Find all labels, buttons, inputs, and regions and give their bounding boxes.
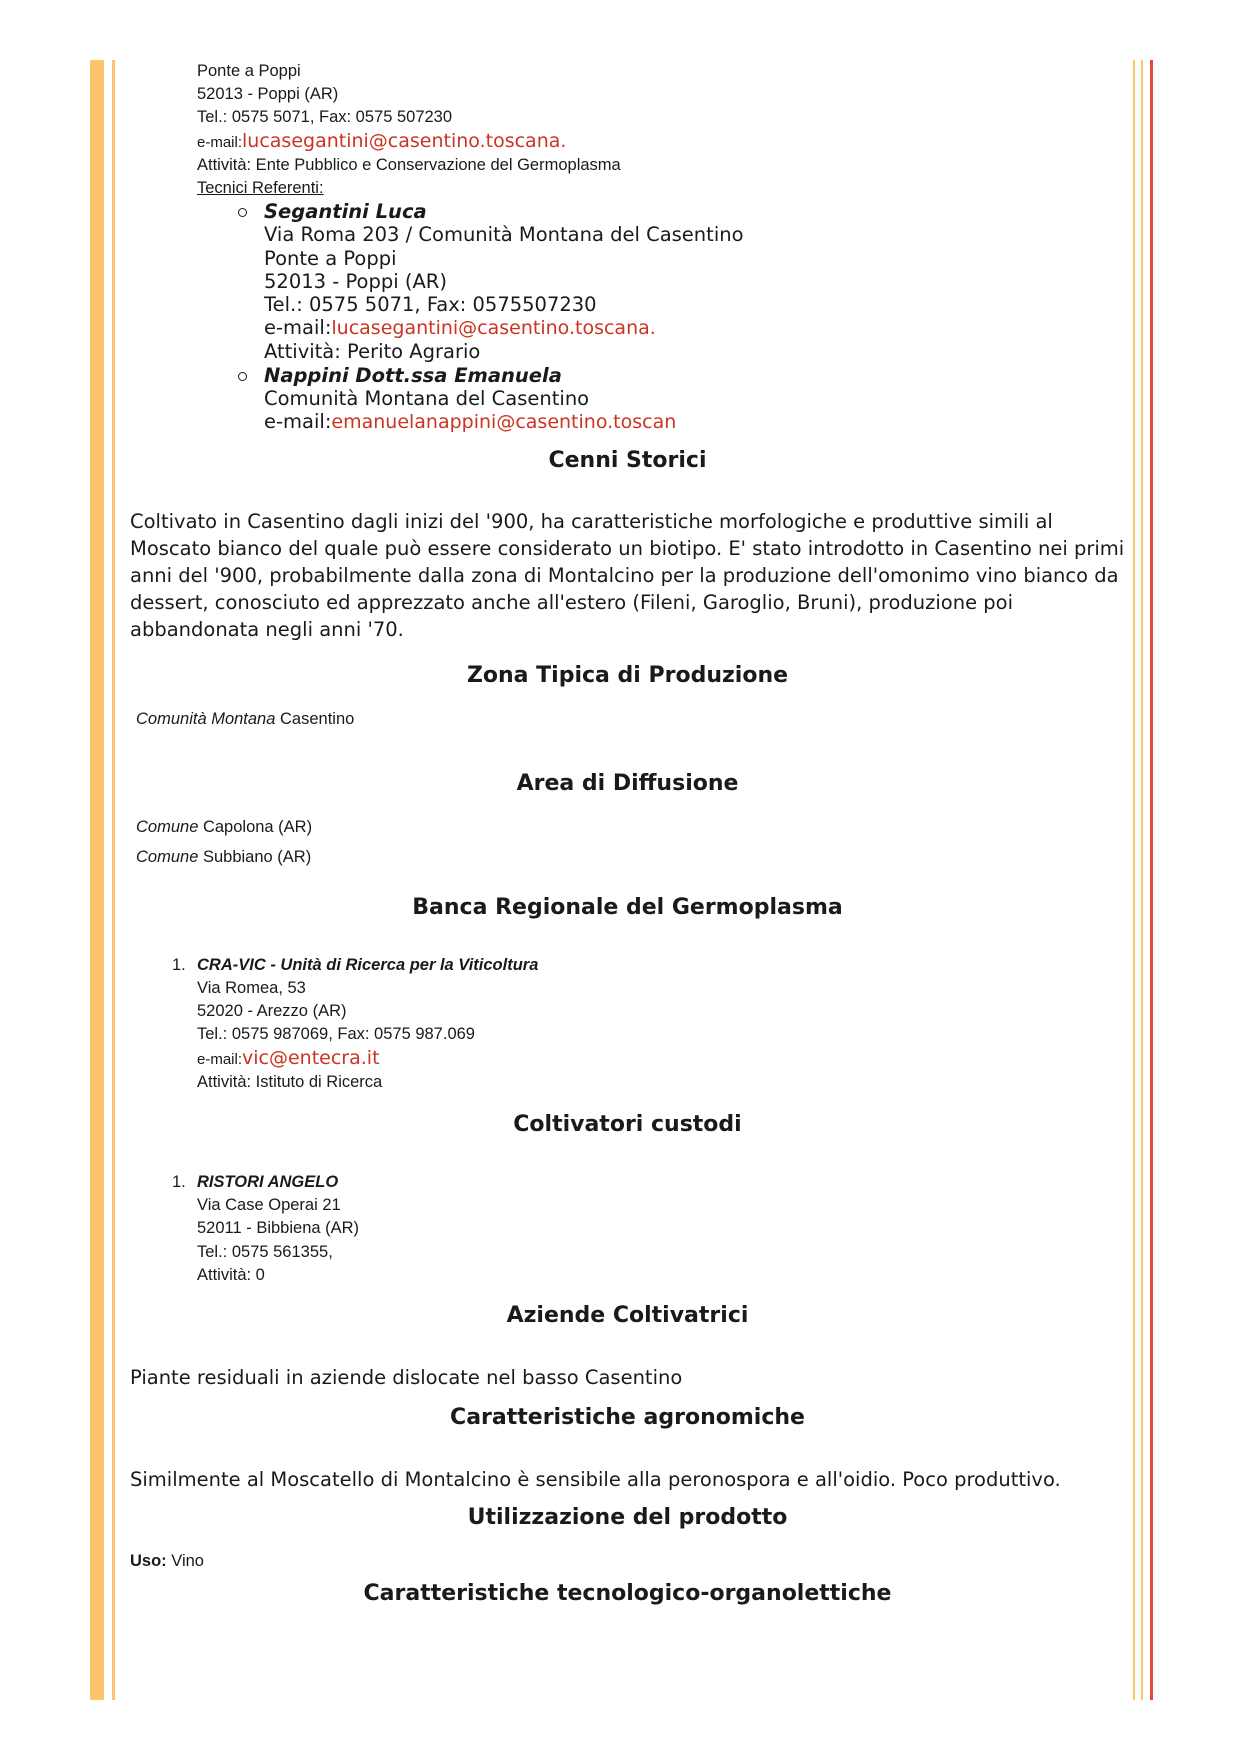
coltivatore-name: RISTORI ANGELO [197, 1173, 339, 1192]
coltivatore-address: Via Case Operai 21 [197, 1196, 341, 1215]
referent-org: Comunità Montana del Casentino [264, 386, 590, 410]
referents-list [130, 200, 1125, 434]
referent-activity: Attività: Perito Agrario [264, 340, 481, 364]
referent-item [264, 200, 1125, 363]
contact-email-row [197, 130, 1125, 154]
section-title-zona: Zona Tipica di Produzione [466, 663, 789, 689]
right-border-stripe-1 [1133, 60, 1135, 1700]
area-prefix: Comune [136, 818, 199, 837]
email-label: e-mail: [264, 410, 332, 434]
banca-postal: 52020 - Arezzo (AR) [197, 1002, 347, 1021]
coltivatori-list [130, 1171, 1125, 1287]
left-border-stripe-wide [90, 60, 104, 1700]
item-number: 1. [172, 1173, 186, 1192]
email-label: e-mail: [264, 316, 332, 340]
email-label: e-mail: [197, 1050, 243, 1068]
contact-line: Tel.: 0575 5071, Fax: 0575 507230 [197, 108, 453, 127]
referent-phone: Tel.: 0575 5071, Fax: 0575507230 [264, 293, 597, 317]
referent-address: Via Roma 203 / Comunità Montana del Casentino [264, 223, 744, 247]
bullet-icon [238, 208, 247, 217]
banca-list [130, 954, 1125, 1094]
section-title-banca: Banca Regionale del Germoplasma [412, 894, 843, 920]
banca-activity: Attività: Istituto di Ricerca [197, 1072, 383, 1091]
cenni-text: Coltivato in Casentino dagli inizi del '900, ha caratteristiche morfologiche e produttive simili al Moscato bianco del quale può essere considerato un biotipo. E' stato introdotto in Casentino nei primi anni del '900, probabilmente dalla zona di Montalcino per la produzione dell'omonimo vino bianco da dessert, conosciuto ed apprezzato anche all'estero (Fileni, Garoglio, Bruni), produzione poi abbandonata negli anni '70. [130, 510, 1125, 642]
section-title-utilizzazione: Utilizzazione del prodotto [467, 1505, 788, 1531]
section-title-agronomiche: Caratteristiche agronomiche [450, 1405, 805, 1431]
email-link[interactable]: lucasegantini@casentino.toscana. [331, 317, 656, 340]
referent-email-row [264, 316, 1125, 340]
area-prefix: Comune [136, 847, 199, 866]
referents-label: Tecnici Referenti: [197, 179, 324, 198]
area-item [136, 816, 1125, 839]
item-number: 1. [172, 955, 186, 974]
referent-postal: 52013 - Poppi (AR) [264, 269, 447, 293]
aziende-text: Piante residuali in aziende dislocate nel basso Casentino [130, 1366, 683, 1390]
referent-name: Segantini Luca [264, 200, 427, 224]
right-border-stripe-2 [1141, 60, 1143, 1700]
zona-value-row [136, 708, 1125, 731]
banca-email-row [197, 1047, 1125, 1071]
email-link[interactable]: vic@entecra.it [242, 1046, 380, 1069]
contact-activity: Attività: Ente Pubblico e Conservazione del Germoplasma [197, 155, 621, 174]
uso-label: Uso: [130, 1552, 167, 1571]
banca-address: Via Romea, 53 [197, 979, 306, 998]
left-border-stripe-thin [112, 60, 115, 1700]
agronomiche-text: Similmente al Moscatello di Montalcino è sensibile alla peronospora e all'oidio. Poco produttivo. [130, 1468, 1061, 1492]
section-title-area: Area di Diffusione [516, 771, 739, 797]
uso-value: Vino [166, 1552, 204, 1571]
referent-name: Nappini Dott.ssa Emanuela [264, 363, 562, 387]
email-link[interactable]: lucasegantini@casentino.toscana. [242, 129, 567, 152]
right-border-stripe-3 [1150, 60, 1153, 1700]
document-content [130, 60, 1125, 1606]
coltivatore-activity: Attività: 0 [197, 1265, 265, 1284]
top-contact-block [130, 60, 1125, 200]
coltivatore-phone: Tel.: 0575 561355, [197, 1242, 333, 1261]
section-title-tecnologiche: Caratteristiche tecnologico-organolettiche [363, 1581, 892, 1607]
banca-phone: Tel.: 0575 987069, Fax: 0575 987.069 [197, 1025, 475, 1044]
contact-line: 52013 - Poppi (AR) [197, 85, 339, 104]
referent-city: Ponte a Poppi [264, 246, 397, 270]
area-value: Subbiano (AR) [198, 847, 312, 866]
section-title-aziende: Aziende Coltivatrici [506, 1303, 749, 1329]
banca-name: CRA-VIC - Unità di Ricerca per la Viticoltura [197, 955, 539, 974]
coltivatore-item [172, 1171, 1125, 1287]
zona-value: Casentino [275, 710, 355, 729]
referent-email-row [264, 410, 1125, 434]
section-title-coltivatori: Coltivatori custodi [513, 1112, 742, 1138]
coltivatore-postal: 52011 - Bibbiena (AR) [197, 1219, 360, 1238]
referent-item [264, 364, 1125, 435]
area-value: Capolona (AR) [198, 818, 313, 837]
contact-line: Ponte a Poppi [197, 62, 301, 80]
banca-item [172, 954, 1125, 1094]
email-label: e-mail: [197, 133, 243, 151]
zona-prefix: Comunità Montana [136, 710, 276, 729]
bullet-icon [238, 372, 247, 381]
uso-row [130, 1550, 1125, 1573]
section-title-cenni: Cenni Storici [548, 448, 707, 474]
area-item [136, 846, 1125, 869]
email-link[interactable]: emanuelanappini@casentino.toscan [331, 411, 677, 434]
